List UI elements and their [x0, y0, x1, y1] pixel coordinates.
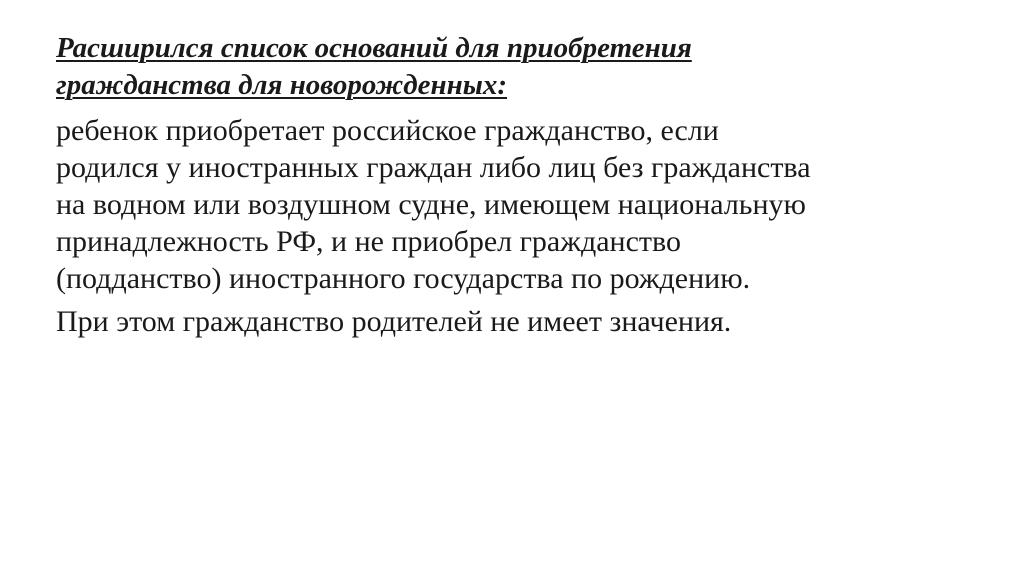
paragraph-main-line-1: ребенок приобретает российское гражданство, если — [56, 114, 719, 147]
slide-content — [56, 30, 956, 346]
paragraph-main-line-5: (подданство) иностранного государства по рождению. — [56, 262, 751, 295]
heading-line-2: гражданства для новорожденных: — [56, 69, 508, 101]
slide-heading — [56, 30, 956, 104]
paragraph-main — [56, 112, 956, 297]
paragraph-main-line-3: на водном или воздушном судне, имеющем национальную — [56, 188, 806, 221]
paragraph-main-line-4: принадлежность РФ, и не приобрел гражданство — [56, 225, 681, 258]
heading-line-1: Расширился список оснований для приобретения — [56, 32, 692, 64]
paragraph-note-line-1: При этом гражданство родителей не имеет значения. — [56, 305, 732, 338]
paragraph-main-line-2: родился у иностранных граждан либо лиц без гражданства — [56, 151, 811, 184]
paragraph-note — [56, 303, 956, 340]
